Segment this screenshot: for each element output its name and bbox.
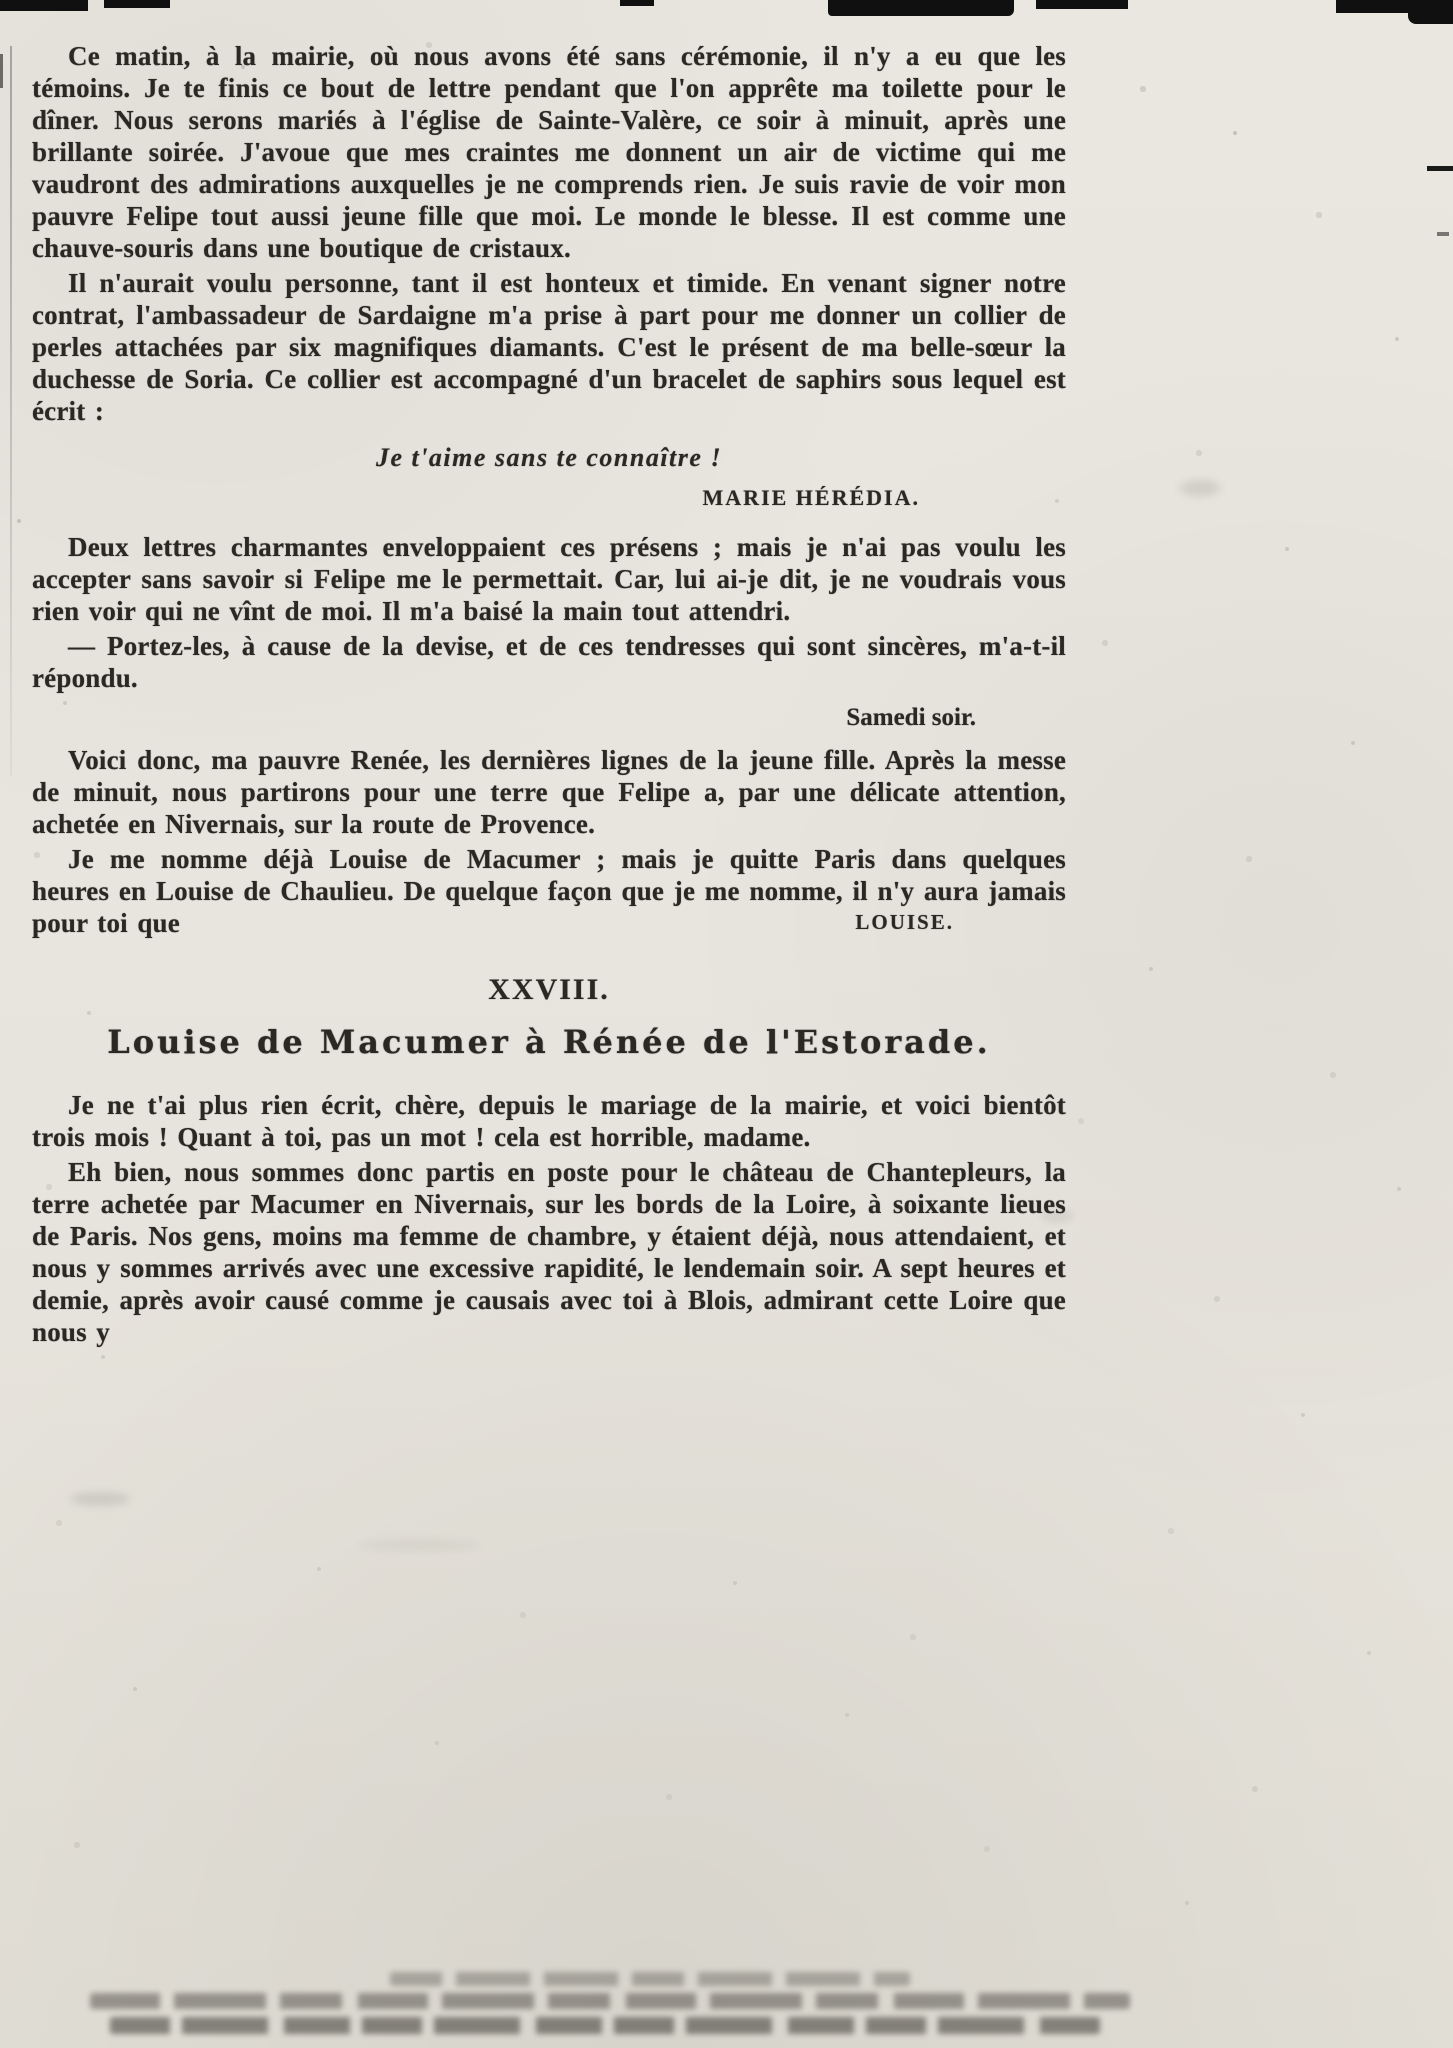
paragraph-4: — Portez-les, à cause de la devise, et de ces tendresses qui sont sincères, m'a-t-il répondu. [32, 631, 1066, 693]
text-column [32, 40, 1066, 1351]
ink-smudge [70, 1492, 130, 1506]
paragraph-6: Je me nomme déjà Louise de Macumer ; mais je quitte Paris dans quelques heures en Louise de Chaulieu. De quelque façon que je me nomme, il n'y aura jamais pour toi que [32, 844, 1066, 938]
paragraph-8: Eh bien, nous sommes donc partis en poste pour le château de Chantepleurs, la terre achetée par Macumer en Nivernais, sur les bords de la Loire, à soixante lieues de Paris. Nos gens, moins ma femme de chambre, y étaient déjà, nous attendaient, et nous y sommes arrivés avec une excessive rapidité, le lendemain soir. A sept heures et demie, après avoir causé comme je causais avec toi à Blois, admirant cette Loire que nous y [32, 1157, 1066, 1347]
dateline-samedi-soir: Samedi soir. [846, 704, 976, 731]
signature-louise: LOUISE. [855, 910, 954, 934]
paragraph-3: Deux lettres charmantes enveloppaient ces présens ; mais je n'ai pas voulu les accepter sans savoir si Felipe me le permettait. Car, lui ai-je dit, je ne voudrais vous rien voir qui ne vînt de moi. Il m'a baisé la main tout attendri. [32, 532, 1066, 626]
ink-smudge [1180, 480, 1220, 496]
scan-artifact-top-bar [104, 0, 170, 8]
ink-smudge [360, 1540, 480, 1550]
page-fold-line [10, 46, 12, 776]
bleed-through-text [90, 1972, 1150, 2048]
paragraph-7: Je ne t'ai plus rien écrit, chère, depuis le mariage de la mairie, et voici bientôt trois mois ! Quant à toi, pas un mot ! cela est horrible, madame. [32, 1090, 1066, 1152]
bleed-through-line [110, 2017, 1100, 2034]
scan-artifact-top-bar [0, 0, 88, 11]
bleed-through-line [90, 1993, 1130, 2009]
ink-mark-right-edge [1437, 232, 1449, 236]
ink-mark-right-edge [1427, 166, 1453, 171]
scan-artifact-top-bar [620, 0, 654, 6]
scan-artifact-top-bar [828, 0, 1014, 16]
paragraph-1: Ce matin, à la mairie, où nous avons été sans cérémonie, il n'y a eu que les témoins. Je te finis ce bout de lettre pendant que l'on apprête ma toilette pour le dîner. Nous serons mariés à l'église de Sainte-Valère, ce soir à minuit, après une brillante soirée. J'avoue que mes craintes me donnent un air de victime qui me vaudront des admirations auxquelles je ne comprends rien. Je suis ravie de voir mon pauvre Felipe tout aussi jeune fille que moi. Le monde le blesse. Il est comme une chauve-souris dans une boutique de cristaux. [32, 41, 1066, 263]
scan-artifact-top-corner [1408, 0, 1453, 24]
ink-mark-left-edge [0, 54, 3, 88]
paragraph-2: Il n'aurait voulu personne, tant il est honteux et timide. En venant signer notre contrat, l'ambassadeur de Sardaigne m'a prise à part pour me donner un collier de perles attachées par six magnifiques diamants. C'est le présent de ma belle-sœur la duchesse de Soria. Ce collier est accompagné d'un bracelet de saphirs sous lequel est écrit : [32, 268, 1066, 426]
paper-speckles [0, 0, 2, 2]
signature-marie-heredia: MARIE HÉRÉDIA. [702, 485, 920, 510]
chapter-number: XXVIII. [488, 973, 610, 1006]
chapter-title: Louise de Macumer à Rénée de l'Estorade. [107, 1023, 991, 1061]
paragraph-5: Voici donc, ma pauvre Renée, les dernières lignes de la jeune fille. Après la messe de minuit, nous partirons pour une terre que Felipe a, par une délicate attention, achetée en Nivernais, sur la route de Provence. [32, 745, 1066, 839]
scan-artifact-top-bar [1036, 0, 1128, 9]
bleed-through-line [390, 1972, 910, 1986]
bracelet-inscription: Je t'aime sans te connaître ! [375, 443, 723, 472]
